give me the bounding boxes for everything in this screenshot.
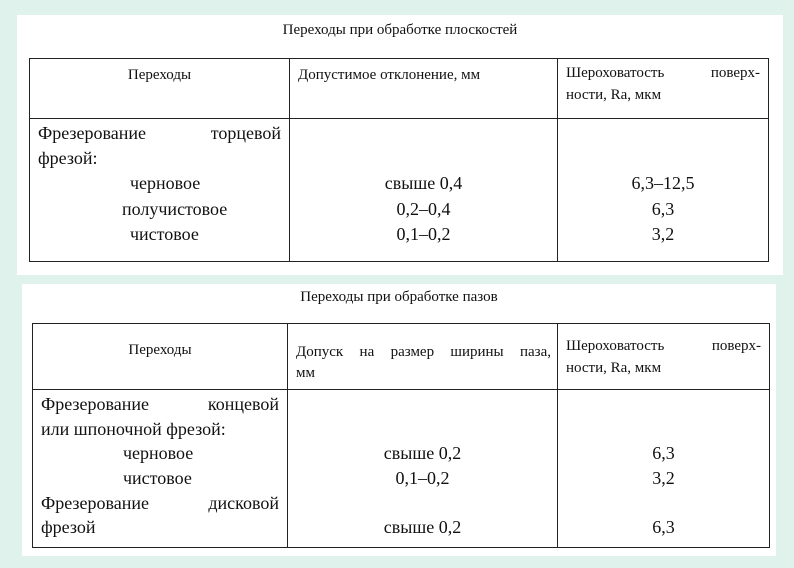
table1-tolerance-cell xyxy=(290,119,558,262)
table1-roughness-semifinish: 6,3 xyxy=(651,198,675,219)
table-flat-surfaces xyxy=(29,58,769,262)
table1-step-rough: черновое xyxy=(130,173,201,194)
table1-roughness-cell xyxy=(558,119,769,262)
table2-roughness-disc: 6,3 xyxy=(652,517,675,538)
table2-header-roughness-line1: Шероховатость поверх- xyxy=(566,338,761,354)
table2-tolerance-disc: свыше 0,2 xyxy=(383,517,462,538)
table1-process-label: Фрезерование торцевой xyxy=(38,123,281,143)
table-slots xyxy=(32,323,770,548)
table2-header-roughness xyxy=(558,324,770,390)
table2-process2-label-cont: фрезой xyxy=(41,517,96,538)
table2-tolerance-rough: свыше 0,2 xyxy=(383,443,462,464)
table1-roughness-rough: 6,3–12,5 xyxy=(631,173,695,194)
panel-slots xyxy=(22,284,776,556)
table2-header-row xyxy=(33,324,770,390)
table1-header-roughness-line2: ности, Ra, мкм xyxy=(566,86,662,103)
table1-step-semifinish: получистовое xyxy=(122,198,228,219)
table2-body-row xyxy=(33,390,770,548)
table2-process2-label: Фрезерование дисковой xyxy=(41,492,279,513)
table2-header-tolerance xyxy=(288,324,558,390)
table1-step-finish: чистовое xyxy=(130,223,199,244)
table1-body-row xyxy=(30,119,769,262)
table2-roughness-finish: 3,2 xyxy=(652,467,675,488)
table2-transitions-cell xyxy=(33,390,288,548)
table2-header-tolerance-line1: Допуск на размер ширины паза, xyxy=(296,344,551,360)
table1-tolerance-finish: 0,1–0,2 xyxy=(396,223,451,244)
table2-roughness-rough: 6,3 xyxy=(652,443,675,464)
table1-header-transitions: Переходы xyxy=(30,59,290,119)
table1-header-roughness-line1: Шероховатость поверх- xyxy=(566,65,760,81)
table2-tolerance-finish: 0,1–0,2 xyxy=(395,467,450,488)
table1-header-row xyxy=(30,59,769,119)
table2-step-rough: черновое xyxy=(123,443,194,464)
table1-tolerance-rough: свыше 0,4 xyxy=(384,173,463,194)
table2-step-finish: чистовое xyxy=(123,467,192,488)
table1-roughness-finish: 3,2 xyxy=(651,223,675,244)
table2-header-transitions: Переходы xyxy=(33,324,288,390)
table1-tolerance-semifinish: 0,2–0,4 xyxy=(396,198,451,219)
table2-header-roughness-line2: ности, Ra, мкм xyxy=(566,359,662,376)
table2-roughness-cell xyxy=(558,390,770,548)
table1-header-roughness xyxy=(558,59,769,119)
table2-header-tolerance-line2: мм xyxy=(296,365,315,381)
table2-tolerance-cell xyxy=(288,390,558,548)
table1-process-label-cont: фрезой: xyxy=(38,148,98,169)
table2-process1-label-cont: или шпоночной фрезой: xyxy=(41,418,226,439)
table1-transitions-cell xyxy=(30,119,290,262)
table2-title: Переходы при обработке пазов xyxy=(300,289,498,305)
panel-flat-surfaces xyxy=(17,15,783,275)
table1-title: Переходы при обработке плоскостей xyxy=(282,22,518,38)
table2-process1-label: Фрезерование концевой xyxy=(41,394,279,414)
table1-header-tolerance: Допустимое отклонение, мм xyxy=(290,59,558,119)
